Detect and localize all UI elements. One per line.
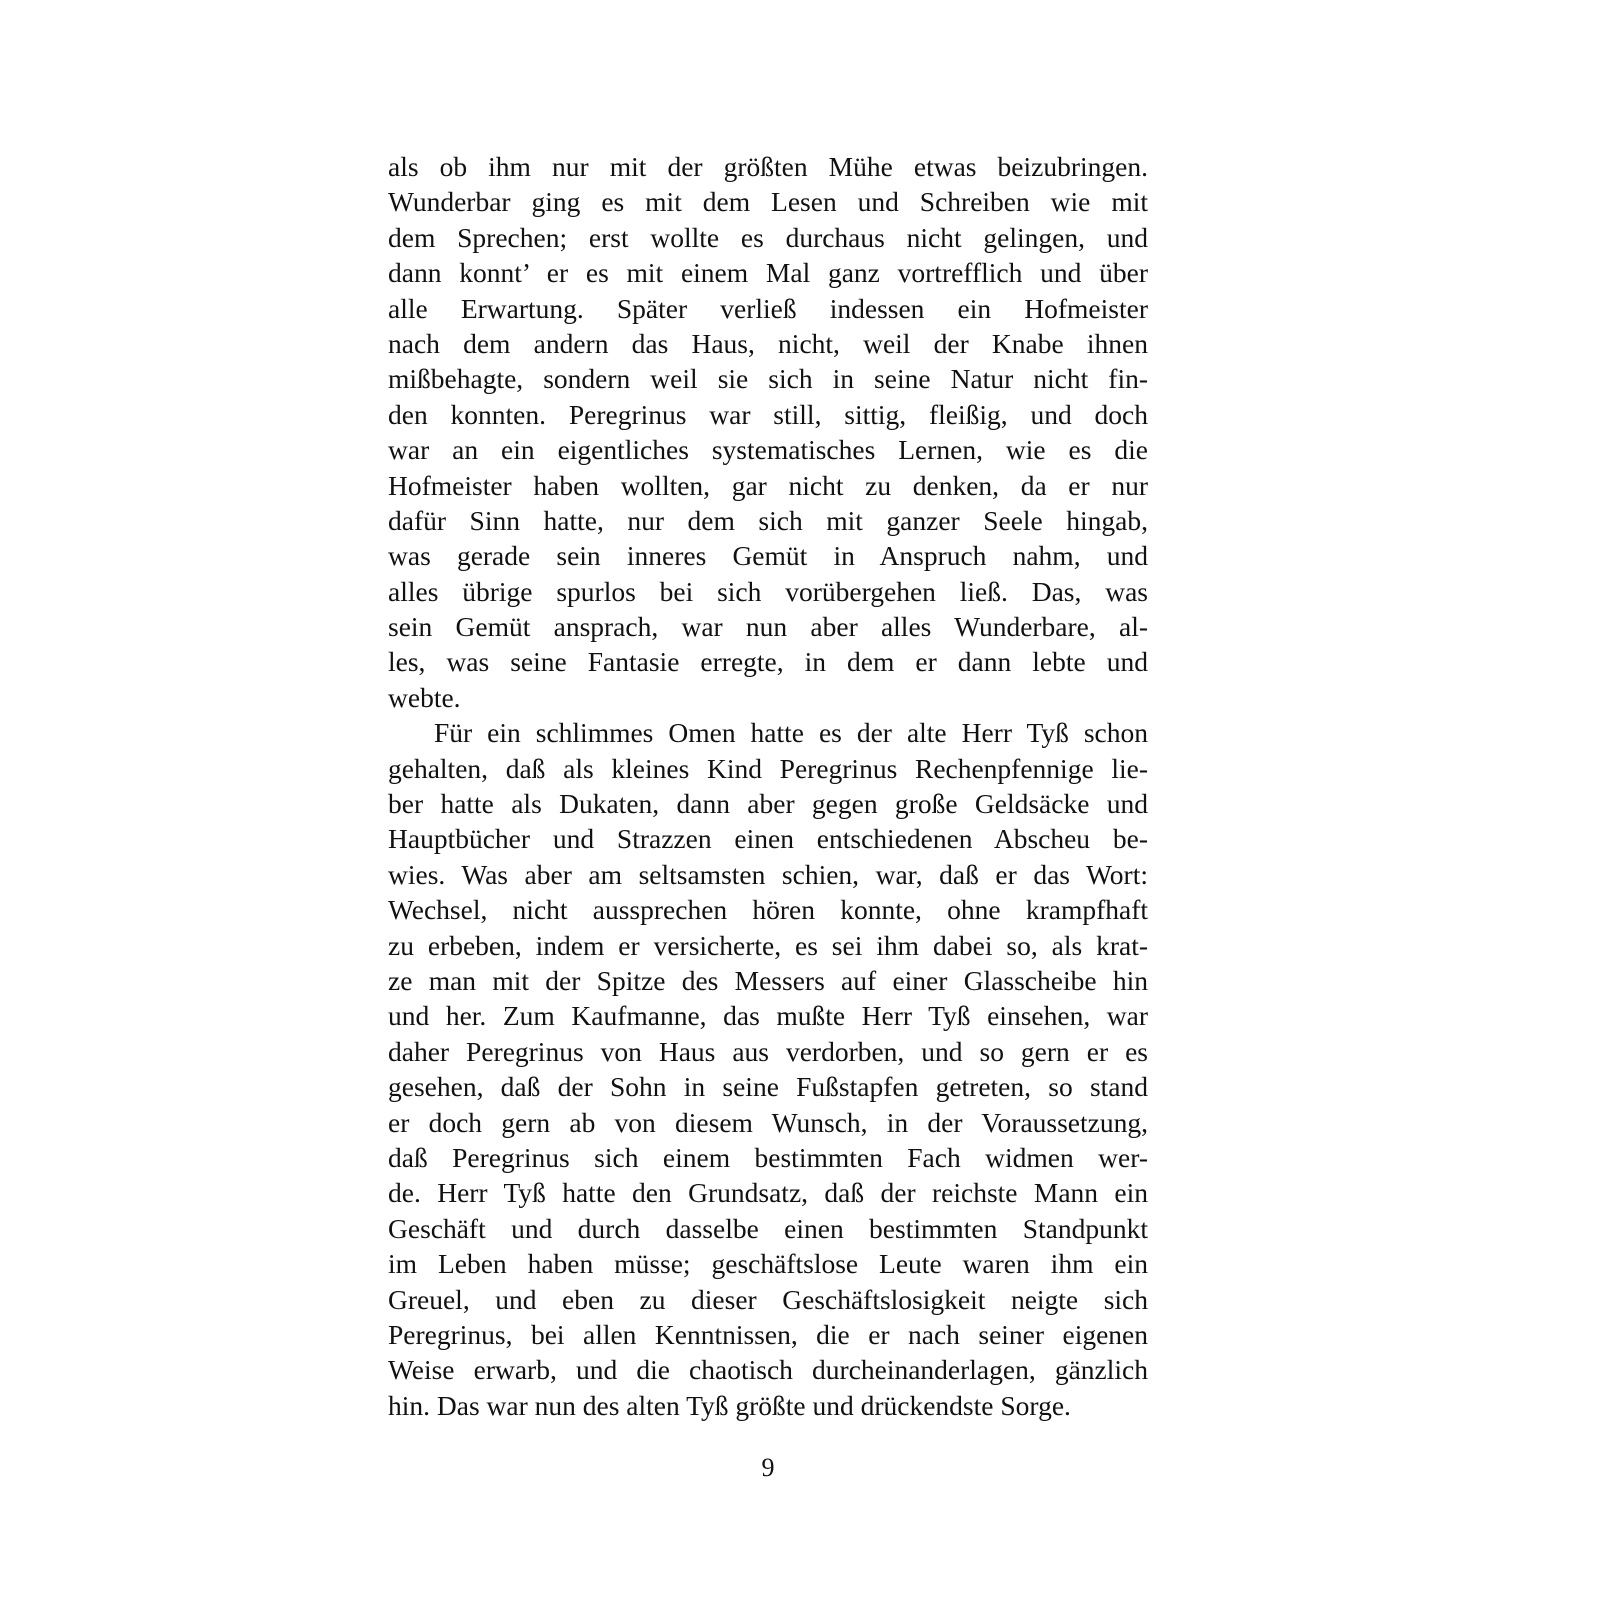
text-line: zu erbeben, indem er versicherte, es sei ihm dabei so, als krat-	[388, 929, 1148, 961]
text-line: Hofmeister haben wollten, gar nicht zu denken, da er nur	[388, 469, 1148, 501]
text-line: Greuel, und eben zu dieser Geschäftslosigkeit neigte sich	[388, 1283, 1148, 1315]
text-line: de. Herr Tyß hatte den Grundsatz, daß der reichste Mann ein	[388, 1177, 1148, 1209]
text-line: den konnten. Peregrinus war still, sittig, fleißig, und doch	[388, 398, 1148, 430]
text-line: Hauptbücher und Strazzen einen entschiedenen Abscheu be-	[388, 823, 1148, 855]
text-line: ze man mit der Spitze des Messers auf einer Glasscheibe hin	[388, 964, 1148, 996]
text-line: gesehen, daß der Sohn in seine Fußstapfen getreten, so stand	[388, 1071, 1148, 1103]
text-line: dem Sprechen; erst wollte es durchaus nicht gelingen, und	[388, 221, 1148, 253]
text-line: er doch gern ab von diesem Wunsch, in der Voraussetzung,	[388, 1106, 1148, 1138]
text-line: webte.	[388, 681, 461, 713]
page-number: 9	[761, 1453, 775, 1482]
text-line: sein Gemüt ansprach, war nun aber alles Wunderbare, al-	[388, 611, 1148, 643]
text-line: als ob ihm nur mit der größten Mühe etwas beizubringen.	[388, 151, 1148, 182]
text-line: Wechsel, nicht aussprechen hören konnte, ohne krampfhaft	[388, 894, 1148, 926]
text-line: war an ein eigentliches systematisches Lernen, wie es die	[388, 434, 1148, 466]
text-line: dafür Sinn hatte, nur dem sich mit ganzer Seele hingab,	[388, 504, 1148, 536]
body-text	[388, 149, 1148, 1423]
text-line: ber hatte als Dukaten, dann aber gegen große Geldsäcke und	[388, 788, 1148, 820]
text-line: daher Peregrinus von Haus aus verdorben, und so gern er es	[388, 1035, 1148, 1067]
text-line: mißbehagte, sondern weil sie sich in seine Natur nicht fin-	[388, 363, 1148, 395]
text-line: Für ein schlimmes Omen hatte es der alte Herr Tyß schon	[434, 717, 1148, 749]
text-line: dann konnt’ er es mit einem Mal ganz vortrefflich und über	[388, 257, 1148, 289]
text-line: hin. Das war nun des alten Tyß größte und drückendste Sorge.	[388, 1389, 1071, 1421]
text-line: alle Erwartung. Später verließ indessen ein Hofmeister	[388, 292, 1148, 324]
text-line: daß Peregrinus sich einem bestimmten Fach widmen wer-	[388, 1141, 1148, 1173]
text-line: und her. Zum Kaufmanne, das mußte Herr Tyß einsehen, war	[388, 1000, 1148, 1032]
text-line: Weise erwarb, und die chaotisch durcheinanderlagen, gänzlich	[388, 1354, 1148, 1386]
text-line: was gerade sein inneres Gemüt in Anspruch nahm, und	[388, 540, 1148, 572]
text-line: Wunderbar ging es mit dem Lesen und Schreiben wie mit	[388, 186, 1148, 218]
text-line: wies. Was aber am seltsamsten schien, war, daß er das Wort:	[388, 858, 1148, 890]
text-line: Peregrinus, bei allen Kenntnissen, die er nach seiner eigenen	[388, 1318, 1148, 1350]
text-line: gehalten, daß als kleines Kind Peregrinus Rechenpfennige lie-	[388, 752, 1148, 784]
text-line: nach dem andern das Haus, nicht, weil der Knabe ihnen	[388, 327, 1148, 359]
text-line: Geschäft und durch dasselbe einen bestimmten Standpunkt	[388, 1212, 1148, 1244]
text-line: les, was seine Fantasie erregte, in dem er dann lebte und	[388, 646, 1148, 678]
text-line: alles übrige spurlos bei sich vorübergehen ließ. Das, was	[388, 575, 1148, 607]
text-line: im Leben haben müsse; geschäftslose Leute waren ihm ein	[388, 1248, 1148, 1280]
